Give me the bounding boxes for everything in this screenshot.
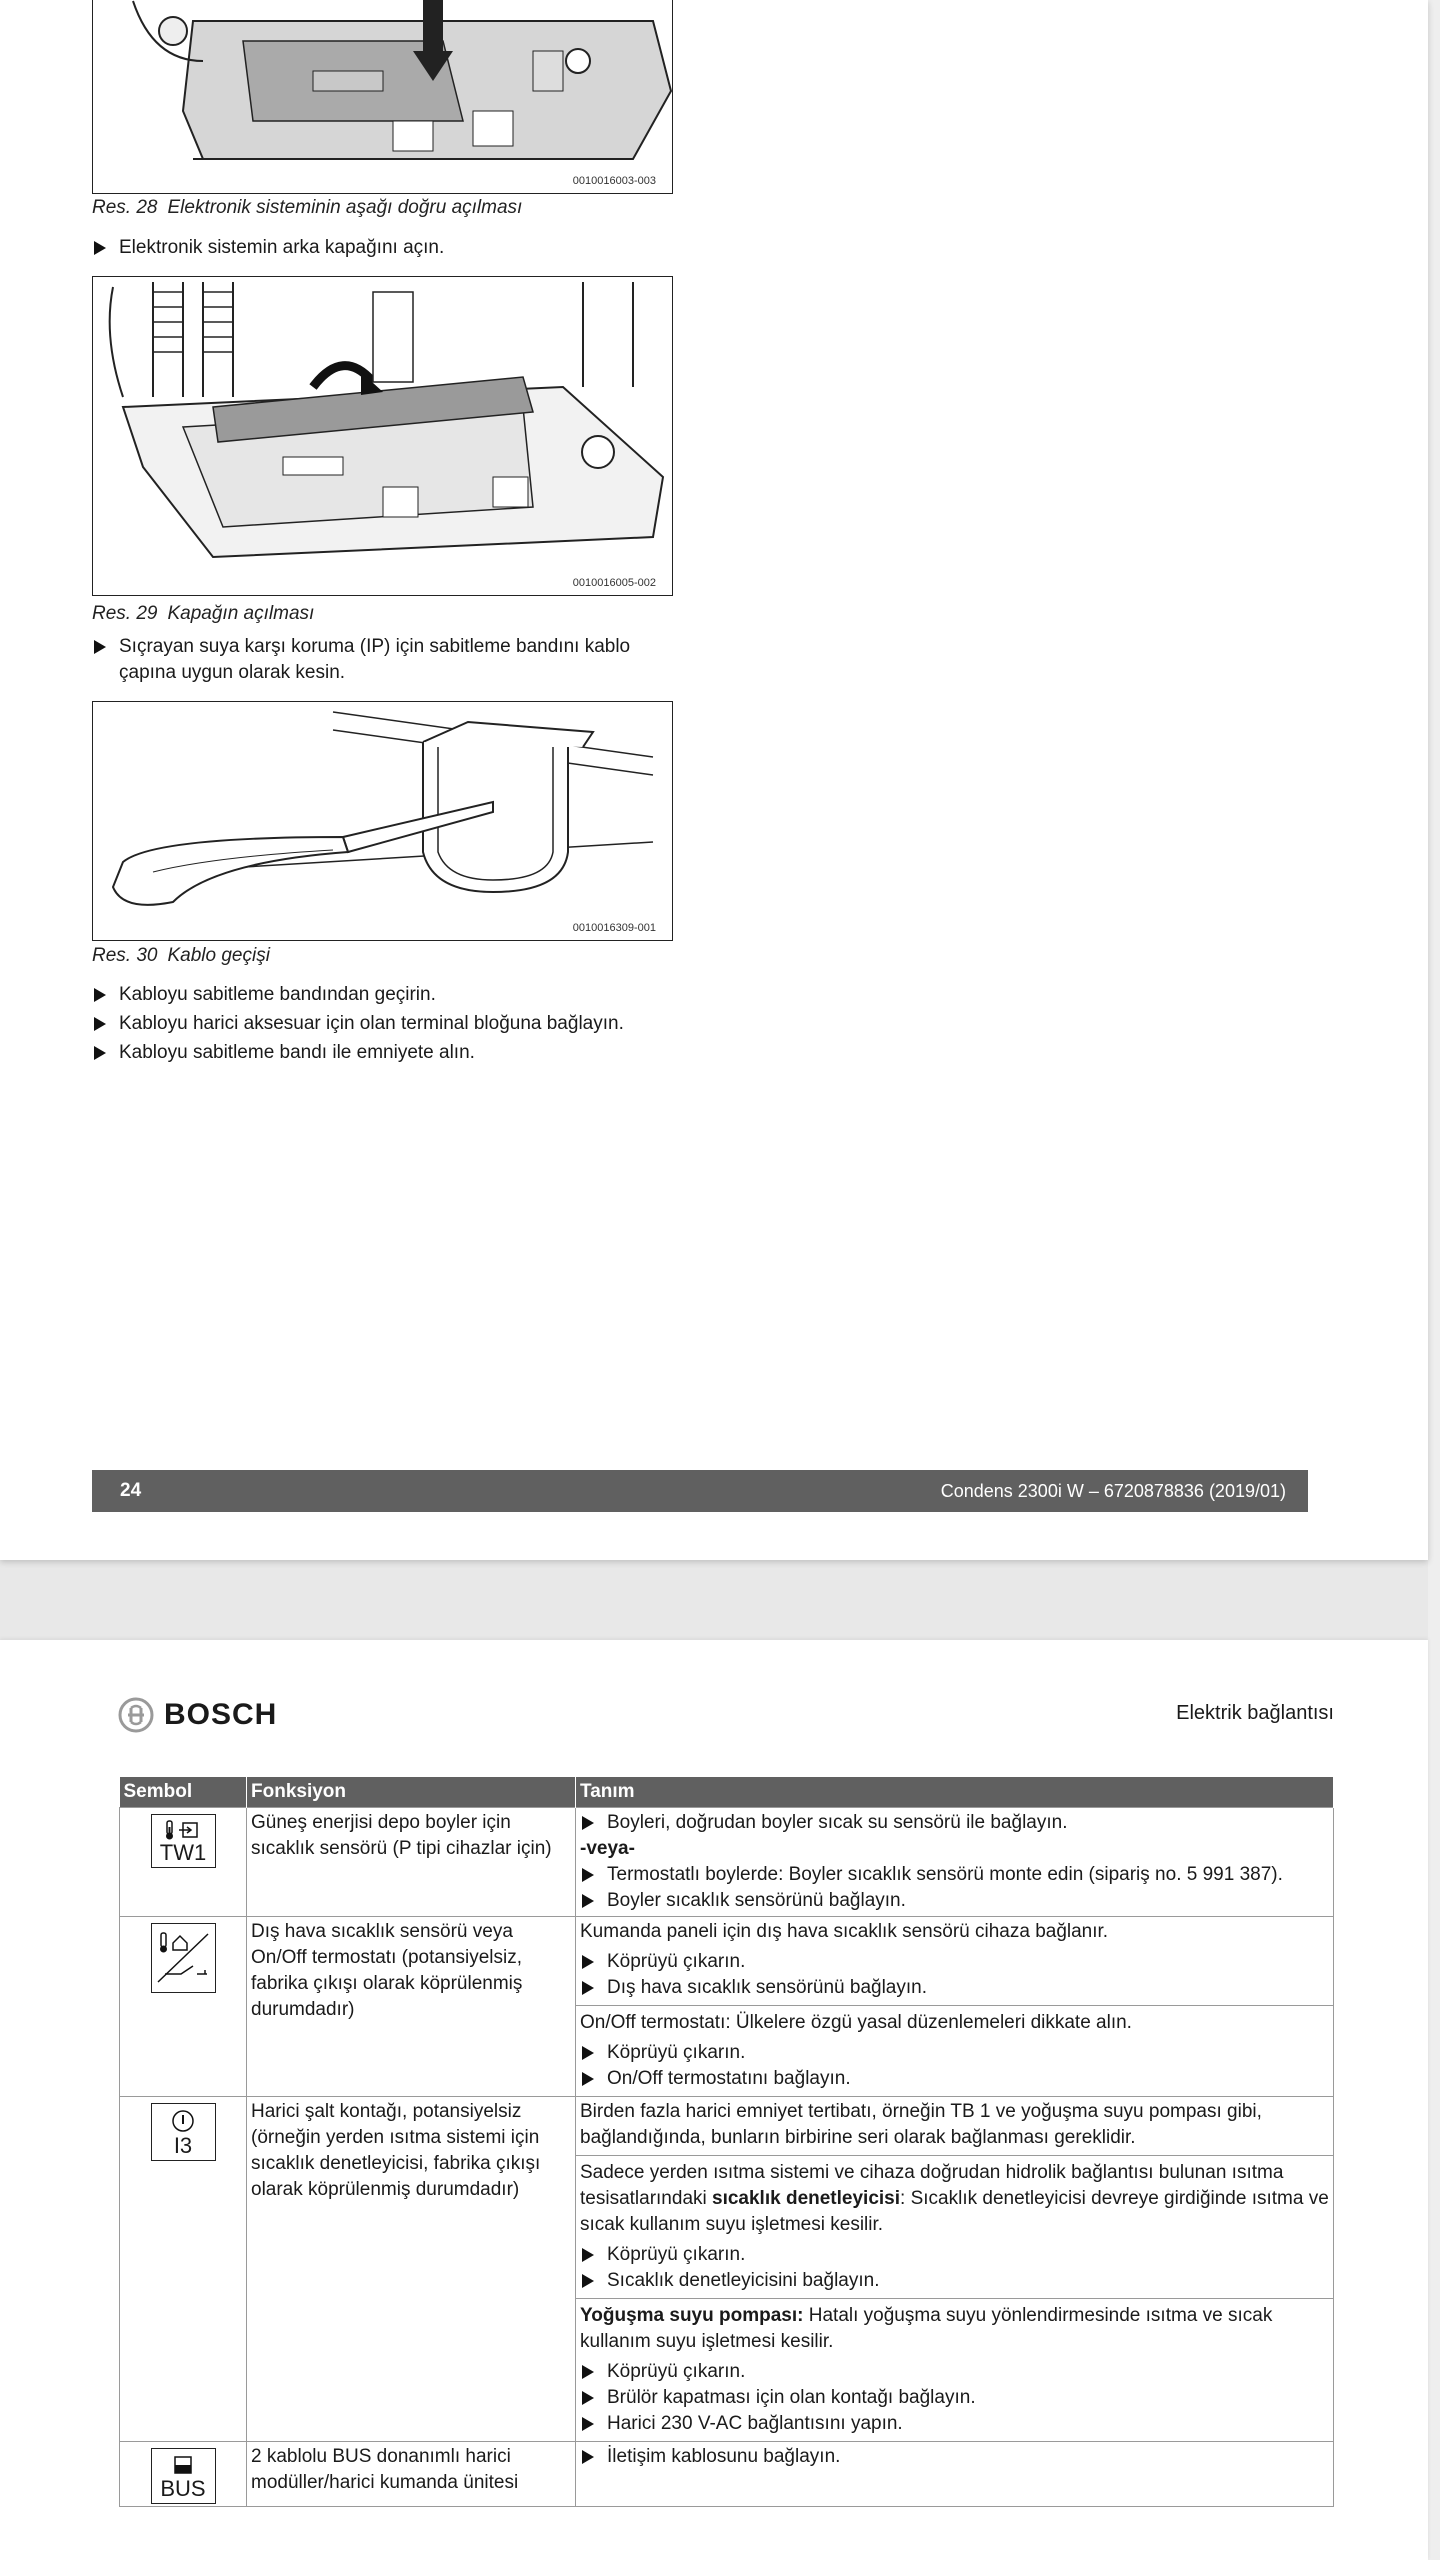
bullet-triangle-icon xyxy=(94,640,106,654)
document-page-25 xyxy=(0,1640,1428,2560)
description-block xyxy=(580,1917,1329,2005)
bullet-text: Köprüyü çıkarın. xyxy=(607,2041,746,2063)
caption-text: Elektronik sisteminin aşağı doğru açılması xyxy=(167,197,523,218)
bullet-item xyxy=(580,1862,1329,1888)
bullet-triangle-icon xyxy=(94,1046,106,1060)
table-header-row xyxy=(120,1777,1334,1807)
page-number: 24 xyxy=(120,1480,142,1501)
caption-number: Res. 30 xyxy=(92,945,158,966)
document-title: Condens 2300i W – 6720878836 (2019/01) xyxy=(940,1480,1286,1501)
step-text: Kabloyu sabitleme bandı ile emniyete alın. xyxy=(119,1042,475,1063)
function-cell: Güneş enerjisi depo boyler için sıcaklık sensörü (P tipi cihazlar için) xyxy=(247,1807,576,1916)
instruction-step xyxy=(92,982,692,1008)
instruction-step xyxy=(92,634,682,686)
bullet-item xyxy=(580,2359,1329,2385)
bullet-item xyxy=(580,2444,1329,2470)
bullet-triangle-icon xyxy=(582,1894,594,1908)
instruction-step xyxy=(92,1040,692,1066)
bullet-text: On/Off termostatını bağlayın. xyxy=(607,2067,851,2089)
function-cell: Harici şalt kontağı, potansiyelsiz (örneğin yerden ısıtma sistemi için sıcaklık denetleyicisi, fabrika çıkışı olarak köprülenmiş durumdadır) xyxy=(247,2096,576,2441)
symbol-table xyxy=(119,1777,1334,2507)
bullet-triangle-icon xyxy=(94,1017,106,1031)
table-row xyxy=(120,1807,1334,1916)
symbol-cell xyxy=(120,2096,247,2441)
bullet-item xyxy=(580,1810,1329,1836)
caption-text: Kapağın açılması xyxy=(167,603,315,624)
scrollbar-track[interactable] xyxy=(1428,0,1440,2560)
bullet-item xyxy=(580,1949,1329,1975)
bullet-text: Boyleri, doğrudan boyler sıcak su sensörü ile bağlayın. xyxy=(607,1811,1068,1833)
symbol-box xyxy=(151,2103,216,2161)
description-block xyxy=(576,2298,1333,2441)
table-row xyxy=(120,2441,1334,2506)
bullet-triangle-icon xyxy=(582,1955,594,1969)
bus-module-icon xyxy=(168,2453,198,2477)
paragraph-part: Sadece yerden ısıtma sistemi ve cihaza doğrudan hidrolik bağlantısı bulunan ısıtma tesisatlarındaki xyxy=(580,2161,1284,2209)
paragraph-part: : Sıcaklık denetleyicisi devreye girdiğinde ısıtma ve sıcak kullanım suyu işletmesi kesilir. xyxy=(580,2187,1329,2235)
symbol-cell xyxy=(120,1807,247,1916)
paragraph-part: Hatalı yoğuşma suyu yönlendirmesinde ısıtma ve sıcak kullanım suyu işletmesi kesilir. xyxy=(580,2304,1273,2352)
bullet-triangle-icon xyxy=(582,2274,594,2288)
paragraph xyxy=(580,2160,1329,2238)
bullet-text: Harici 230 V-AC bağlantısını yapın. xyxy=(607,2412,903,2434)
bullet-triangle-icon xyxy=(582,2046,594,2060)
figure-28-image xyxy=(92,0,673,194)
paragraph xyxy=(580,2303,1329,2355)
symbol-code: TW1 xyxy=(159,1839,207,1865)
function-cell: 2 kablolu BUS donanımlı harici modüller/harici kumanda ünitesi xyxy=(247,2441,576,2506)
description-block xyxy=(576,2005,1333,2096)
figure-caption xyxy=(92,197,522,219)
thermometer-tank-icon xyxy=(161,1819,205,1841)
bullet-item xyxy=(580,2385,1329,2411)
figure-code: 0010016005-002 xyxy=(572,577,656,589)
bullet-text: Sıcaklık denetleyicisini bağlayın. xyxy=(607,2269,880,2291)
bosch-logo-icon xyxy=(118,1697,154,1733)
description-cell xyxy=(576,1807,1334,1916)
caption-number: Res. 29 xyxy=(92,603,158,624)
bullet-triangle-icon xyxy=(582,2391,594,2405)
bullet-text: Köprüyü çıkarın. xyxy=(607,2360,746,2382)
step-text: Kabloyu harici aksesuar için olan terminal bloğuna bağlayın. xyxy=(119,1013,624,1034)
figure-29-image xyxy=(92,276,673,596)
bullet-text: Köprüyü çıkarın. xyxy=(607,1950,746,1972)
symbol-box xyxy=(151,2448,216,2504)
bullet-item xyxy=(580,1888,1329,1914)
bullet-triangle-icon xyxy=(582,2072,594,2086)
column-header: Tanım xyxy=(576,1777,1334,1807)
bullet-triangle-icon xyxy=(94,241,106,255)
bullet-text: Dış hava sıcaklık sensörünü bağlayın. xyxy=(607,1976,928,1998)
paragraph: On/Off termostatı: Ülkelere özgü yasal düzenlemeleri dikkate alın. xyxy=(580,2011,1132,2033)
table-row xyxy=(120,2096,1334,2441)
brand-header xyxy=(118,1697,277,1733)
bullet-text: Termostatlı boylerde: Boyler sıcaklık sensörü monte edin (sipariş no. 5 991 387). xyxy=(607,1863,1283,1885)
bullet-triangle-icon xyxy=(94,988,106,1002)
caption-number: Res. 28 xyxy=(92,197,158,218)
bullet-text: Brülör kapatması için olan kontağı bağlayın. xyxy=(607,2386,976,2408)
symbol-box xyxy=(151,1923,216,1993)
outdoor-sensor-switch-icon xyxy=(153,1930,213,1986)
instruction-step xyxy=(92,235,692,261)
bullet-text: Köprüyü çıkarın. xyxy=(607,2243,746,2265)
bullet-text: İletişim kablosunu bağlayın. xyxy=(607,2445,841,2467)
symbol-cell xyxy=(120,1916,247,2096)
bullet-item xyxy=(580,2040,1329,2066)
brand-name: BOSCH xyxy=(164,1698,278,1731)
figure-code: 0010016003-003 xyxy=(572,175,656,187)
symbol-cell xyxy=(120,2441,247,2506)
section-title: Elektrik bağlantısı xyxy=(1176,1702,1334,1724)
description-cell xyxy=(576,2096,1334,2441)
or-separator: -veya- xyxy=(580,1837,635,1859)
bullet-triangle-icon xyxy=(582,1868,594,1882)
paragraph: Kumanda paneli için dış hava sıcaklık sensörü cihaza bağlanır. xyxy=(580,1920,1109,1942)
description-block xyxy=(580,2097,1329,2155)
paragraph-bold: Yoğuşma suyu pompası: xyxy=(580,2304,804,2326)
table-row xyxy=(120,1916,1334,2096)
description-block xyxy=(576,2155,1333,2298)
step-text: Kabloyu sabitleme bandından geçirin. xyxy=(119,984,436,1005)
bullet-item xyxy=(580,2268,1329,2294)
bullet-triangle-icon xyxy=(582,2417,594,2431)
description-cell xyxy=(576,1916,1334,2096)
step-text: Elektronik sistemin arka kapağını açın. xyxy=(119,237,445,258)
power-contact-icon xyxy=(168,2108,198,2134)
bullet-text: Boyler sıcaklık sensörünü bağlayın. xyxy=(607,1889,906,1911)
bullet-triangle-icon xyxy=(582,2248,594,2262)
bullet-triangle-icon xyxy=(582,2365,594,2379)
bullet-triangle-icon xyxy=(582,2450,594,2464)
page-footer xyxy=(92,1470,1308,1512)
column-header: Fonksiyon xyxy=(247,1777,576,1807)
bullet-triangle-icon xyxy=(582,1816,594,1830)
bullet-item xyxy=(580,1975,1329,2001)
instruction-step xyxy=(92,1011,692,1037)
figure-30-image xyxy=(92,701,673,941)
caption-text: Kablo geçişi xyxy=(167,945,270,966)
function-cell: Dış hava sıcaklık sensörü veya On/Off termostatı (potansiyelsiz, fabrika çıkışı olarak köprülenmiş durumdadır) xyxy=(247,1916,576,2096)
symbol-code: BUS xyxy=(160,2475,206,2501)
symbol-code: I3 xyxy=(173,2132,193,2158)
symbol-box xyxy=(151,1814,216,1868)
figure-caption xyxy=(92,603,314,625)
column-header: Sembol xyxy=(120,1777,247,1807)
bullet-item xyxy=(580,2066,1329,2092)
paragraph-bold: sıcaklık denetleyicisi xyxy=(712,2187,901,2209)
bullet-triangle-icon xyxy=(582,1981,594,1995)
figure-caption xyxy=(92,945,270,967)
bullet-item xyxy=(580,2411,1329,2437)
description-cell xyxy=(576,2441,1334,2506)
figure-code: 0010016309-001 xyxy=(572,922,656,934)
bullet-item xyxy=(580,2242,1329,2268)
paragraph: Birden fazla harici emniyet tertibatı, örneğin TB 1 ve yoğuşma suyu pompası gibi, bağlandığında, bunların birbirine seri olarak bağlanması gereklidir. xyxy=(580,2100,1262,2148)
step-text: Sıçrayan suya karşı koruma (IP) için sabitleme bandını kablo çapına uygun olarak kesin. xyxy=(119,636,631,683)
